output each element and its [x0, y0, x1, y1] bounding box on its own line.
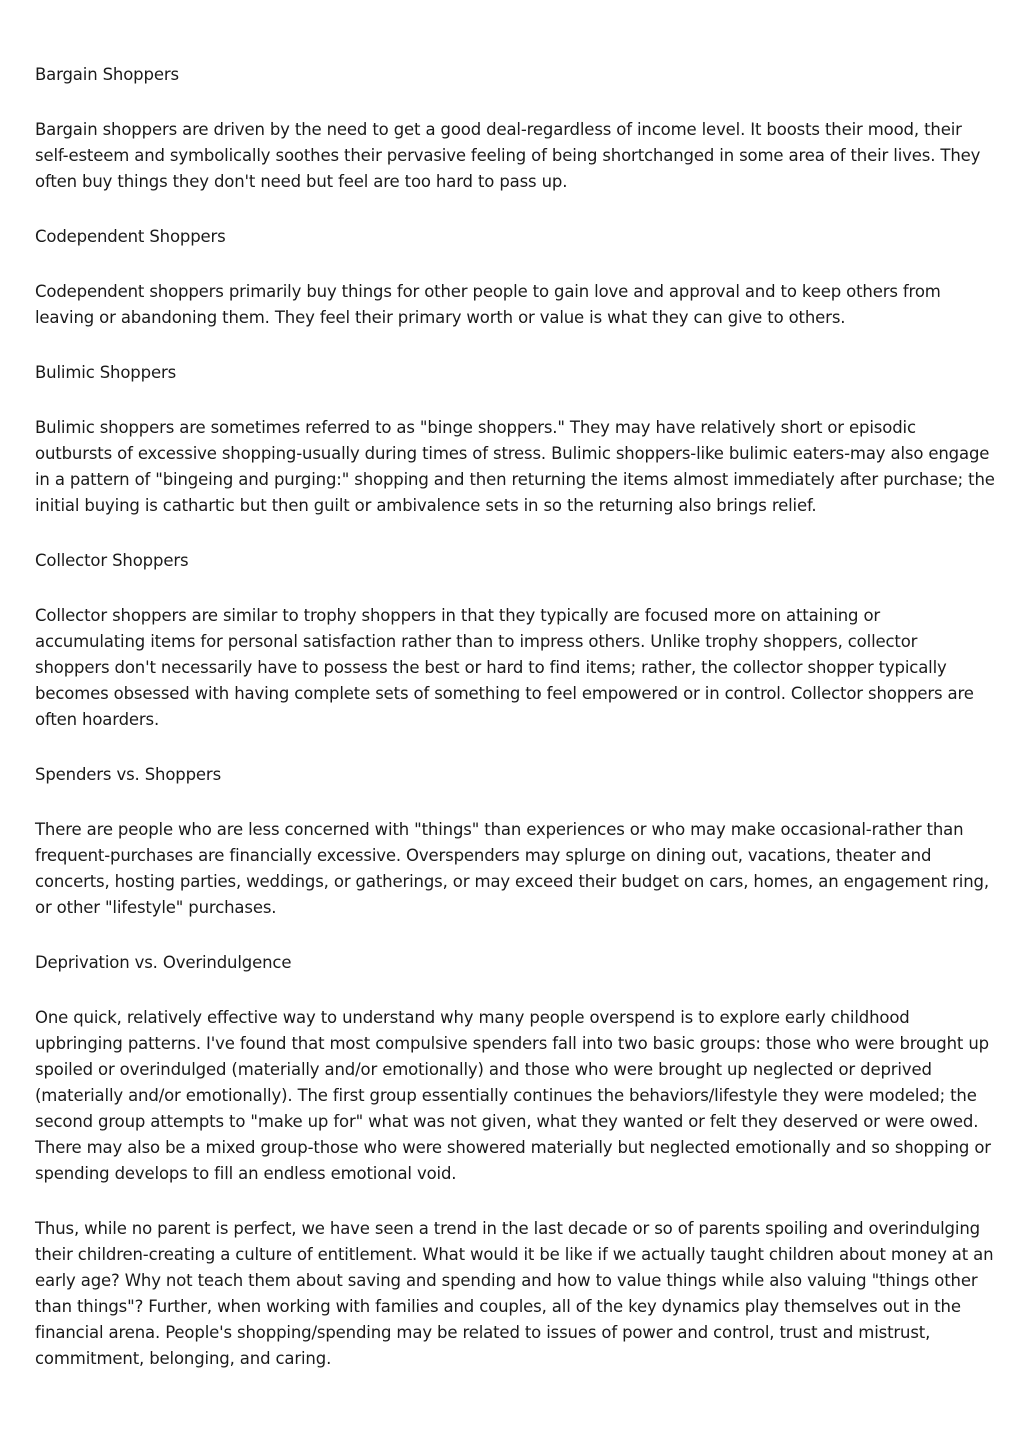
section-paragraph: Bargain shoppers are driven by the need to get a good deal-regardless of income level. It boosts their mood, their self-esteem and symbolically soothes their pervasive feeling of being shortchanged in some area of their lives. They often buy things they don't need but feel are too hard to pass up.: [35, 120, 981, 191]
section-paragraph: Codependent shoppers primarily buy things for other people to gain love and approval and to keep others from leaving or abandoning them. They feel their primary worth or value is what they can give to others.: [35, 282, 941, 327]
section-paragraph: One quick, relatively effective way to understand why many people overspend is to explore early childhood upbringing patterns. I've found that most compulsive spenders fall into two basic groups: those who were brought up spoiled or overindulged (materially and/or emotionally) and those who were brought up neglected or deprived (materially and/or emotionally). The first group essentially continues the behaviors/lifestyle they were modeled; the second group attempts to "make up for" what was not given, what they wanted or felt they deserved or were owed. There may also be a mixed group-those who were showered materially but neglected emotionally and so shopping or spending develops to fill an endless emotional void.: [35, 1008, 991, 1183]
section-spenders-vs-shoppers: [35, 762, 995, 921]
section-bargain-shoppers: [35, 62, 995, 195]
section-paragraph: There are people who are less concerned with "things" than experiences or who may make occasional-rather than frequent-purchases are financially excessive. Overspenders may splurge on dining out, vacations, theater and concerts, hosting parties, weddings, or gatherings, or may exceed their budget on cars, homes, an engagement ring, or other "lifestyle" purchases.: [35, 820, 989, 917]
section-bulimic-shoppers: [35, 360, 995, 519]
document-body: [35, 62, 995, 1401]
section-paragraph: Collector shoppers are similar to trophy shoppers in that they typically are focused more on attaining or accumulating items for personal satisfaction rather than to impress others. Unlike trophy shoppers, collector shoppers don't necessarily have to possess the best or hard to find items; rather, the collector shopper typically becomes obsessed with having complete sets of something to feel empowered or in control. Collector shoppers are often hoarders.: [35, 606, 974, 729]
section-heading: Bargain Shoppers: [35, 65, 179, 84]
section-codependent-shoppers: [35, 224, 995, 331]
section-collector-shoppers: [35, 548, 995, 733]
section-heading: Deprivation vs. Overindulgence: [35, 953, 292, 972]
section-paragraph: Bulimic shoppers are sometimes referred to as "binge shoppers." They may have relatively short or episodic outbursts of excessive shopping-usually during times of stress. Bulimic shoppers-like bulimic eaters-may also engage in a pattern of "bingeing and purging:" shopping and then returning the items almost immediately after purchase; the initial buying is cathartic but then guilt or ambivalence sets in so the returning also brings relief.: [35, 418, 995, 515]
section-heading: Bulimic Shoppers: [35, 363, 177, 382]
section-heading: Spenders vs. Shoppers: [35, 765, 222, 784]
section-deprivation-vs-overindulgence: [35, 950, 995, 1372]
section-paragraph: Thus, while no parent is perfect, we have seen a trend in the last decade or so of parents spoiling and overindulging their children-creating a culture of entitlement. What would it be like if we actually taught children about money at an early age? Why not teach them about saving and spending and how to value things while also valuing "things other than things"? Further, when working with families and couples, all of the key dynamics play themselves out in the financial arena. People's shopping/spending may be related to issues of power and control, trust and mistrust, commitment, belonging, and caring.: [35, 1219, 994, 1368]
section-heading: Codependent Shoppers: [35, 227, 226, 246]
section-heading: Collector Shoppers: [35, 551, 189, 570]
